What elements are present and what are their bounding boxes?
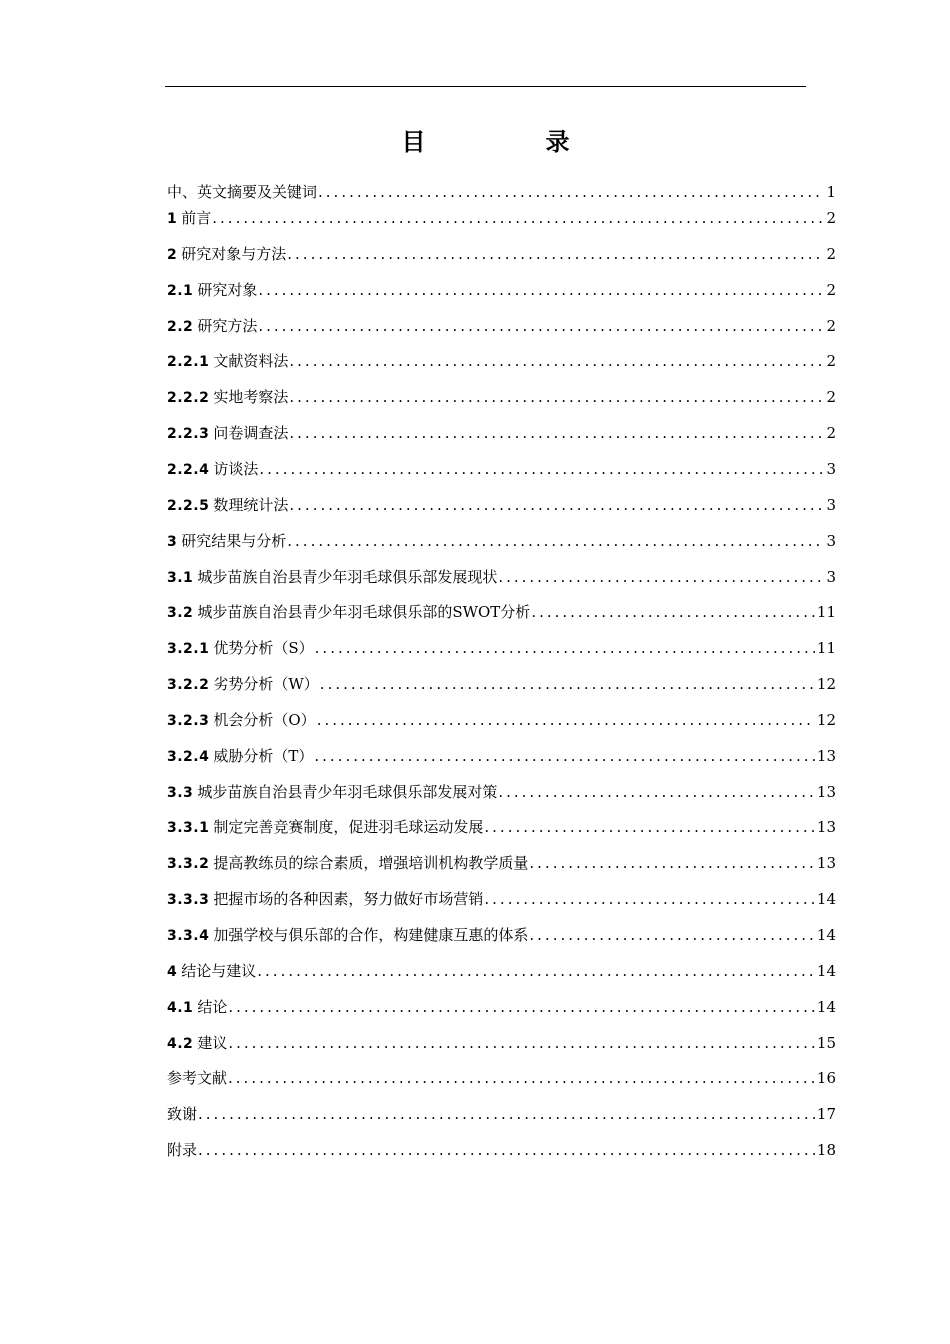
toc-page-number: 11 — [816, 603, 836, 622]
toc-dot-leader — [287, 529, 824, 553]
toc-page-number: 15 — [816, 1033, 836, 1052]
toc-dot-leader — [228, 1066, 815, 1090]
toc-dot-leader — [289, 385, 824, 409]
toc-dot-leader — [257, 959, 815, 983]
toc-entry[interactable] — [167, 206, 836, 230]
toc-entry-label: 研究方法 — [197, 316, 258, 335]
toc-dot-leader — [498, 565, 824, 589]
toc-entry[interactable] — [167, 349, 836, 373]
toc-entry[interactable] — [167, 1031, 836, 1055]
toc-entry-number: 3 — [167, 533, 178, 550]
toc-page-number: 13 — [816, 746, 836, 765]
toc-dot-leader — [258, 314, 824, 338]
toc-entry[interactable] — [167, 314, 836, 338]
toc-dot-leader — [198, 1102, 815, 1126]
toc-page-number: 2 — [826, 209, 836, 227]
toc-entry-number: 3.1 — [167, 569, 194, 586]
toc-entry-number: 2.2.5 — [167, 497, 210, 514]
toc-entry-number: 3.3 — [167, 784, 194, 801]
toc-page-number: 2 — [826, 280, 836, 299]
toc-page-number: 2 — [826, 424, 836, 443]
toc-entry[interactable] — [167, 744, 836, 768]
toc-entry-number: 2.2.3 — [167, 426, 210, 443]
toc-page-number: 3 — [826, 459, 836, 478]
toc-dot-leader — [531, 600, 815, 624]
toc-page-number: 2 — [826, 316, 836, 335]
toc-page-number: 3 — [826, 531, 836, 550]
toc-entry-number: 3.3.1 — [167, 820, 210, 837]
toc-entry[interactable] — [167, 851, 836, 875]
toc-page-number: 13 — [816, 782, 836, 801]
toc-entry[interactable] — [167, 421, 836, 445]
toc-dot-leader — [317, 708, 815, 732]
toc-entry-number: 2.2.2 — [167, 390, 210, 407]
toc-entry-number: 3.3.4 — [167, 928, 210, 944]
toc-entry-label: 制定完善竞赛制度，促进羽毛球运动发展 — [213, 818, 484, 837]
toc-page-number: 18 — [816, 1141, 836, 1160]
toc-entry-number: 3.2.1 — [167, 641, 210, 658]
toc-entry[interactable] — [167, 529, 836, 553]
toc-entry[interactable] — [167, 1138, 836, 1162]
toc-dot-leader — [498, 780, 815, 804]
toc-entry-label: 研究对象与方法 — [181, 244, 287, 263]
toc-entry[interactable] — [167, 815, 836, 839]
toc-page-number: 16 — [816, 1069, 836, 1088]
toc-dot-leader — [258, 278, 824, 302]
toc-dot-leader — [320, 672, 815, 696]
toc-entry-label: 劣势分析（W） — [213, 675, 319, 694]
toc-entry[interactable] — [167, 457, 836, 481]
toc-dot-leader — [289, 421, 824, 445]
toc-entry-label: 致谢 — [167, 1105, 198, 1124]
toc-dot-leader — [318, 180, 824, 204]
toc-page-number: 3 — [826, 567, 836, 586]
header-rule — [165, 86, 806, 87]
toc-entry[interactable] — [167, 242, 836, 266]
toc-entry-number: 4.1 — [167, 999, 194, 1016]
toc-entry-label: 建议 — [197, 1033, 228, 1052]
toc-page-number: 14 — [816, 997, 836, 1016]
toc-entry-label: 结论与建议 — [181, 961, 257, 980]
toc-dot-leader — [314, 744, 815, 768]
toc-entry-label: 优势分析（S） — [213, 639, 314, 658]
toc-entry[interactable] — [167, 636, 836, 660]
toc-entry[interactable] — [167, 600, 836, 624]
toc-entry-label: 参考文献 — [167, 1069, 228, 1088]
toc-entry[interactable] — [167, 1102, 836, 1126]
toc-entry[interactable] — [167, 995, 836, 1019]
toc-entry[interactable] — [167, 780, 836, 804]
toc-entry-number: 3.2.3 — [167, 712, 210, 729]
toc-page-number: 2 — [826, 388, 836, 407]
toc-page-number: 2 — [826, 352, 836, 371]
toc-entry-label: 城步苗族自治县青少年羽毛球俱乐部发展现状 — [197, 567, 498, 586]
toc-page-number: 14 — [816, 961, 836, 980]
toc-entry-label: 把握市场的各种因素，努力做好市场营销 — [213, 890, 484, 909]
toc-dot-leader — [259, 457, 824, 481]
toc-dot-leader — [484, 887, 815, 911]
toc-entry[interactable] — [167, 180, 836, 204]
toc-entry[interactable] — [167, 708, 836, 732]
toc-page-number: 12 — [816, 710, 836, 729]
toc-entry-number: 2.1 — [167, 282, 194, 299]
toc-entry[interactable] — [167, 493, 836, 517]
toc-entry-number: 1 — [167, 211, 178, 227]
toc-entry-label: 附录 — [167, 1141, 198, 1160]
toc-entry-number: 3.2.2 — [167, 677, 210, 694]
toc-entry-number: 4 — [167, 963, 178, 980]
toc-entry-number: 2.2 — [167, 318, 194, 335]
toc-entry[interactable] — [167, 672, 836, 696]
toc-page-number: 14 — [816, 890, 836, 909]
toc-entry-label: 结论 — [197, 997, 228, 1016]
toc-dot-leader — [212, 206, 824, 230]
toc-dot-leader — [529, 923, 815, 947]
toc-dot-leader — [228, 995, 815, 1019]
toc-entry-number: 2 — [167, 246, 178, 263]
toc-dot-leader — [484, 815, 815, 839]
toc-entry-label: 城步苗族自治县青少年羽毛球俱乐部的SWOT分析 — [197, 603, 531, 622]
toc-entry-number: 3.3.2 — [167, 856, 210, 873]
toc-entry-number: 3.2.4 — [167, 748, 210, 765]
toc-dot-leader — [198, 1138, 815, 1162]
toc-entry-number: 2.2.1 — [167, 354, 210, 371]
toc-entry[interactable] — [167, 1066, 836, 1090]
toc-entry[interactable] — [167, 565, 836, 589]
toc-entry-label: 文献资料法 — [213, 352, 289, 371]
toc-page-number: 14 — [816, 926, 836, 944]
toc-entry-number: 2.2.4 — [167, 461, 210, 478]
toc-entry-number: 3.2 — [167, 605, 194, 622]
toc-page-number: 2 — [826, 244, 836, 263]
toc-dot-leader — [529, 851, 815, 875]
toc-entry-label: 机会分析（O） — [213, 710, 316, 729]
toc-entry[interactable] — [167, 278, 836, 302]
toc-entry-number: 4.2 — [167, 1035, 194, 1052]
toc-entry-label: 城步苗族自治县青少年羽毛球俱乐部发展对策 — [197, 782, 498, 801]
toc-page-number: 13 — [816, 854, 836, 873]
toc-dot-leader — [228, 1031, 815, 1055]
toc-dot-leader — [287, 242, 824, 266]
toc-dot-leader — [289, 493, 824, 517]
toc-entry-label: 加强学校与俱乐部的合作，构建健康互惠的体系 — [213, 926, 529, 944]
toc-entry-label: 研究对象 — [197, 280, 258, 299]
toc-entry-number: 3.3.3 — [167, 892, 210, 909]
toc-entry[interactable] — [167, 959, 836, 983]
toc-entry-label: 提高教练员的综合素质，增强培训机构教学质量 — [213, 854, 529, 873]
toc-entry-label: 前言 — [181, 209, 212, 227]
toc-entry[interactable] — [167, 887, 836, 911]
toc-entry-label: 研究结果与分析 — [181, 531, 287, 550]
toc-entry-label: 问卷调查法 — [213, 424, 289, 443]
toc-entry-label: 实地考察法 — [213, 388, 289, 407]
toc-entry-label: 数理统计法 — [213, 495, 289, 514]
toc-dot-leader — [289, 349, 824, 373]
toc-entry[interactable] — [167, 923, 836, 947]
toc-page-number: 13 — [816, 818, 836, 837]
toc-entry[interactable] — [167, 385, 836, 409]
toc-page-number: 11 — [816, 639, 836, 658]
toc-entry-label: 威胁分析（T） — [213, 746, 314, 765]
toc-page-number: 1 — [826, 183, 836, 201]
toc-entry-label: 中、英文摘要及关键词 — [167, 183, 318, 201]
toc-entry-label: 访谈法 — [213, 459, 259, 478]
toc-dot-leader — [315, 636, 815, 660]
toc-page-number: 17 — [816, 1105, 836, 1124]
page-title: 目 录 — [401, 128, 618, 156]
toc-page-number: 3 — [826, 495, 836, 514]
toc-page-number: 12 — [816, 675, 836, 694]
